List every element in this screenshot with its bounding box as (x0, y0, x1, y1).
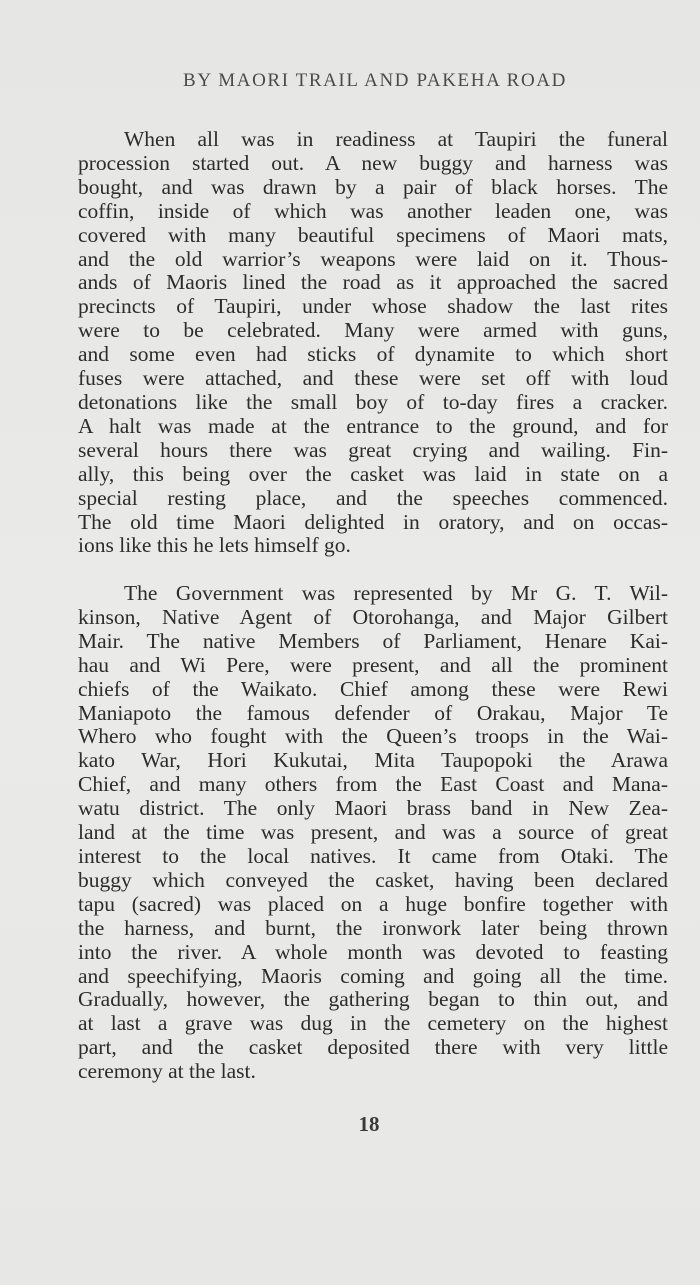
text-line: buggy which conveyed the casket, having been declared (78, 867, 668, 892)
text-line: ally, this being over the casket was laid in state on a (78, 461, 668, 486)
paragraph-2 (78, 582, 668, 1084)
text-line: fuses were attached, and these were set off with loud (78, 366, 668, 391)
text-line: interest to the local natives. It came from Otaki. The (78, 843, 668, 868)
running-header: BY MAORI TRAIL AND PAKEHA ROAD (183, 70, 567, 91)
text-line: kinson, Native Agent of Otorohanga, and Major Gilbert (78, 604, 668, 629)
text-line: Gradually, however, the gathering began to thin out, and (78, 987, 668, 1012)
text-line: The Government was represented by Mr G. T. Wil- (124, 581, 668, 605)
text-line: ceremony at the last. (78, 1059, 256, 1084)
text-line: The old time Maori delighted in oratory, and on occas- (78, 509, 668, 534)
text-line: bought, and was drawn by a pair of black horses. The (78, 174, 668, 199)
text-line: detonations like the small boy of to-day fires a cracker. (78, 389, 668, 414)
text-line: When all was in readiness at Taupiri the funeral (124, 127, 668, 151)
text-line: tapu (sacred) was placed on a huge bonfire together with (78, 891, 668, 916)
text-line: into the river. A whole month was devoted to feasting (78, 939, 668, 964)
text-line: ions like this he lets himself go. (78, 533, 351, 558)
text-line: special resting place, and the speeches commenced. (78, 485, 668, 510)
text-line: Whero who fought with the Queen’s troops in the Wai- (78, 724, 668, 749)
paragraph-1 (78, 128, 668, 558)
text-line: several hours there was great crying and wailing. Fin- (78, 437, 668, 462)
text-line: were to be celebrated. Many were armed with guns, (78, 318, 668, 343)
text-line: and speechifying, Maoris coming and going all the time. (78, 963, 668, 988)
text-line: the harness, and burnt, the ironwork later being thrown (78, 915, 668, 940)
text-line: land at the time was present, and was a source of great (78, 820, 668, 845)
text-line: Mair. The native Members of Parliament, Henare Kai- (78, 628, 668, 653)
page-number: 18 (358, 1112, 380, 1136)
text-line: and some even had sticks of dynamite to which short (78, 342, 668, 367)
text-line: coffin, inside of which was another leaden one, was (78, 198, 668, 223)
text-line: covered with many beautiful specimens of Maori mats, (78, 222, 668, 247)
text-line: watu district. The only Maori brass band in New Zea- (78, 796, 668, 821)
text-line: procession started out. A new buggy and harness was (78, 150, 668, 175)
text-line: chiefs of the Waikato. Chief among these were Rewi (78, 676, 668, 701)
text-line: and the old warrior’s weapons were laid on it. Thous- (78, 246, 668, 271)
text-line: Maniapoto the famous defender of Orakau, Major Te (78, 700, 668, 725)
text-line: hau and Wi Pere, were present, and all the prominent (78, 652, 668, 677)
text-line: precincts of Taupiri, under whose shadow the last rites (78, 294, 668, 319)
text-line: at last a grave was dug in the cemetery on the highest (78, 1011, 668, 1036)
text-line: Chief, and many others from the East Coast and Mana- (78, 772, 668, 797)
text-line: ands of Maoris lined the road as it approached the sacred (78, 270, 668, 295)
text-line: kato War, Hori Kukutai, Mita Taupopoki the Arawa (78, 748, 668, 773)
text-line: A halt was made at the entrance to the ground, and for (78, 413, 668, 438)
text-line: part, and the casket deposited there with very little (78, 1035, 668, 1060)
